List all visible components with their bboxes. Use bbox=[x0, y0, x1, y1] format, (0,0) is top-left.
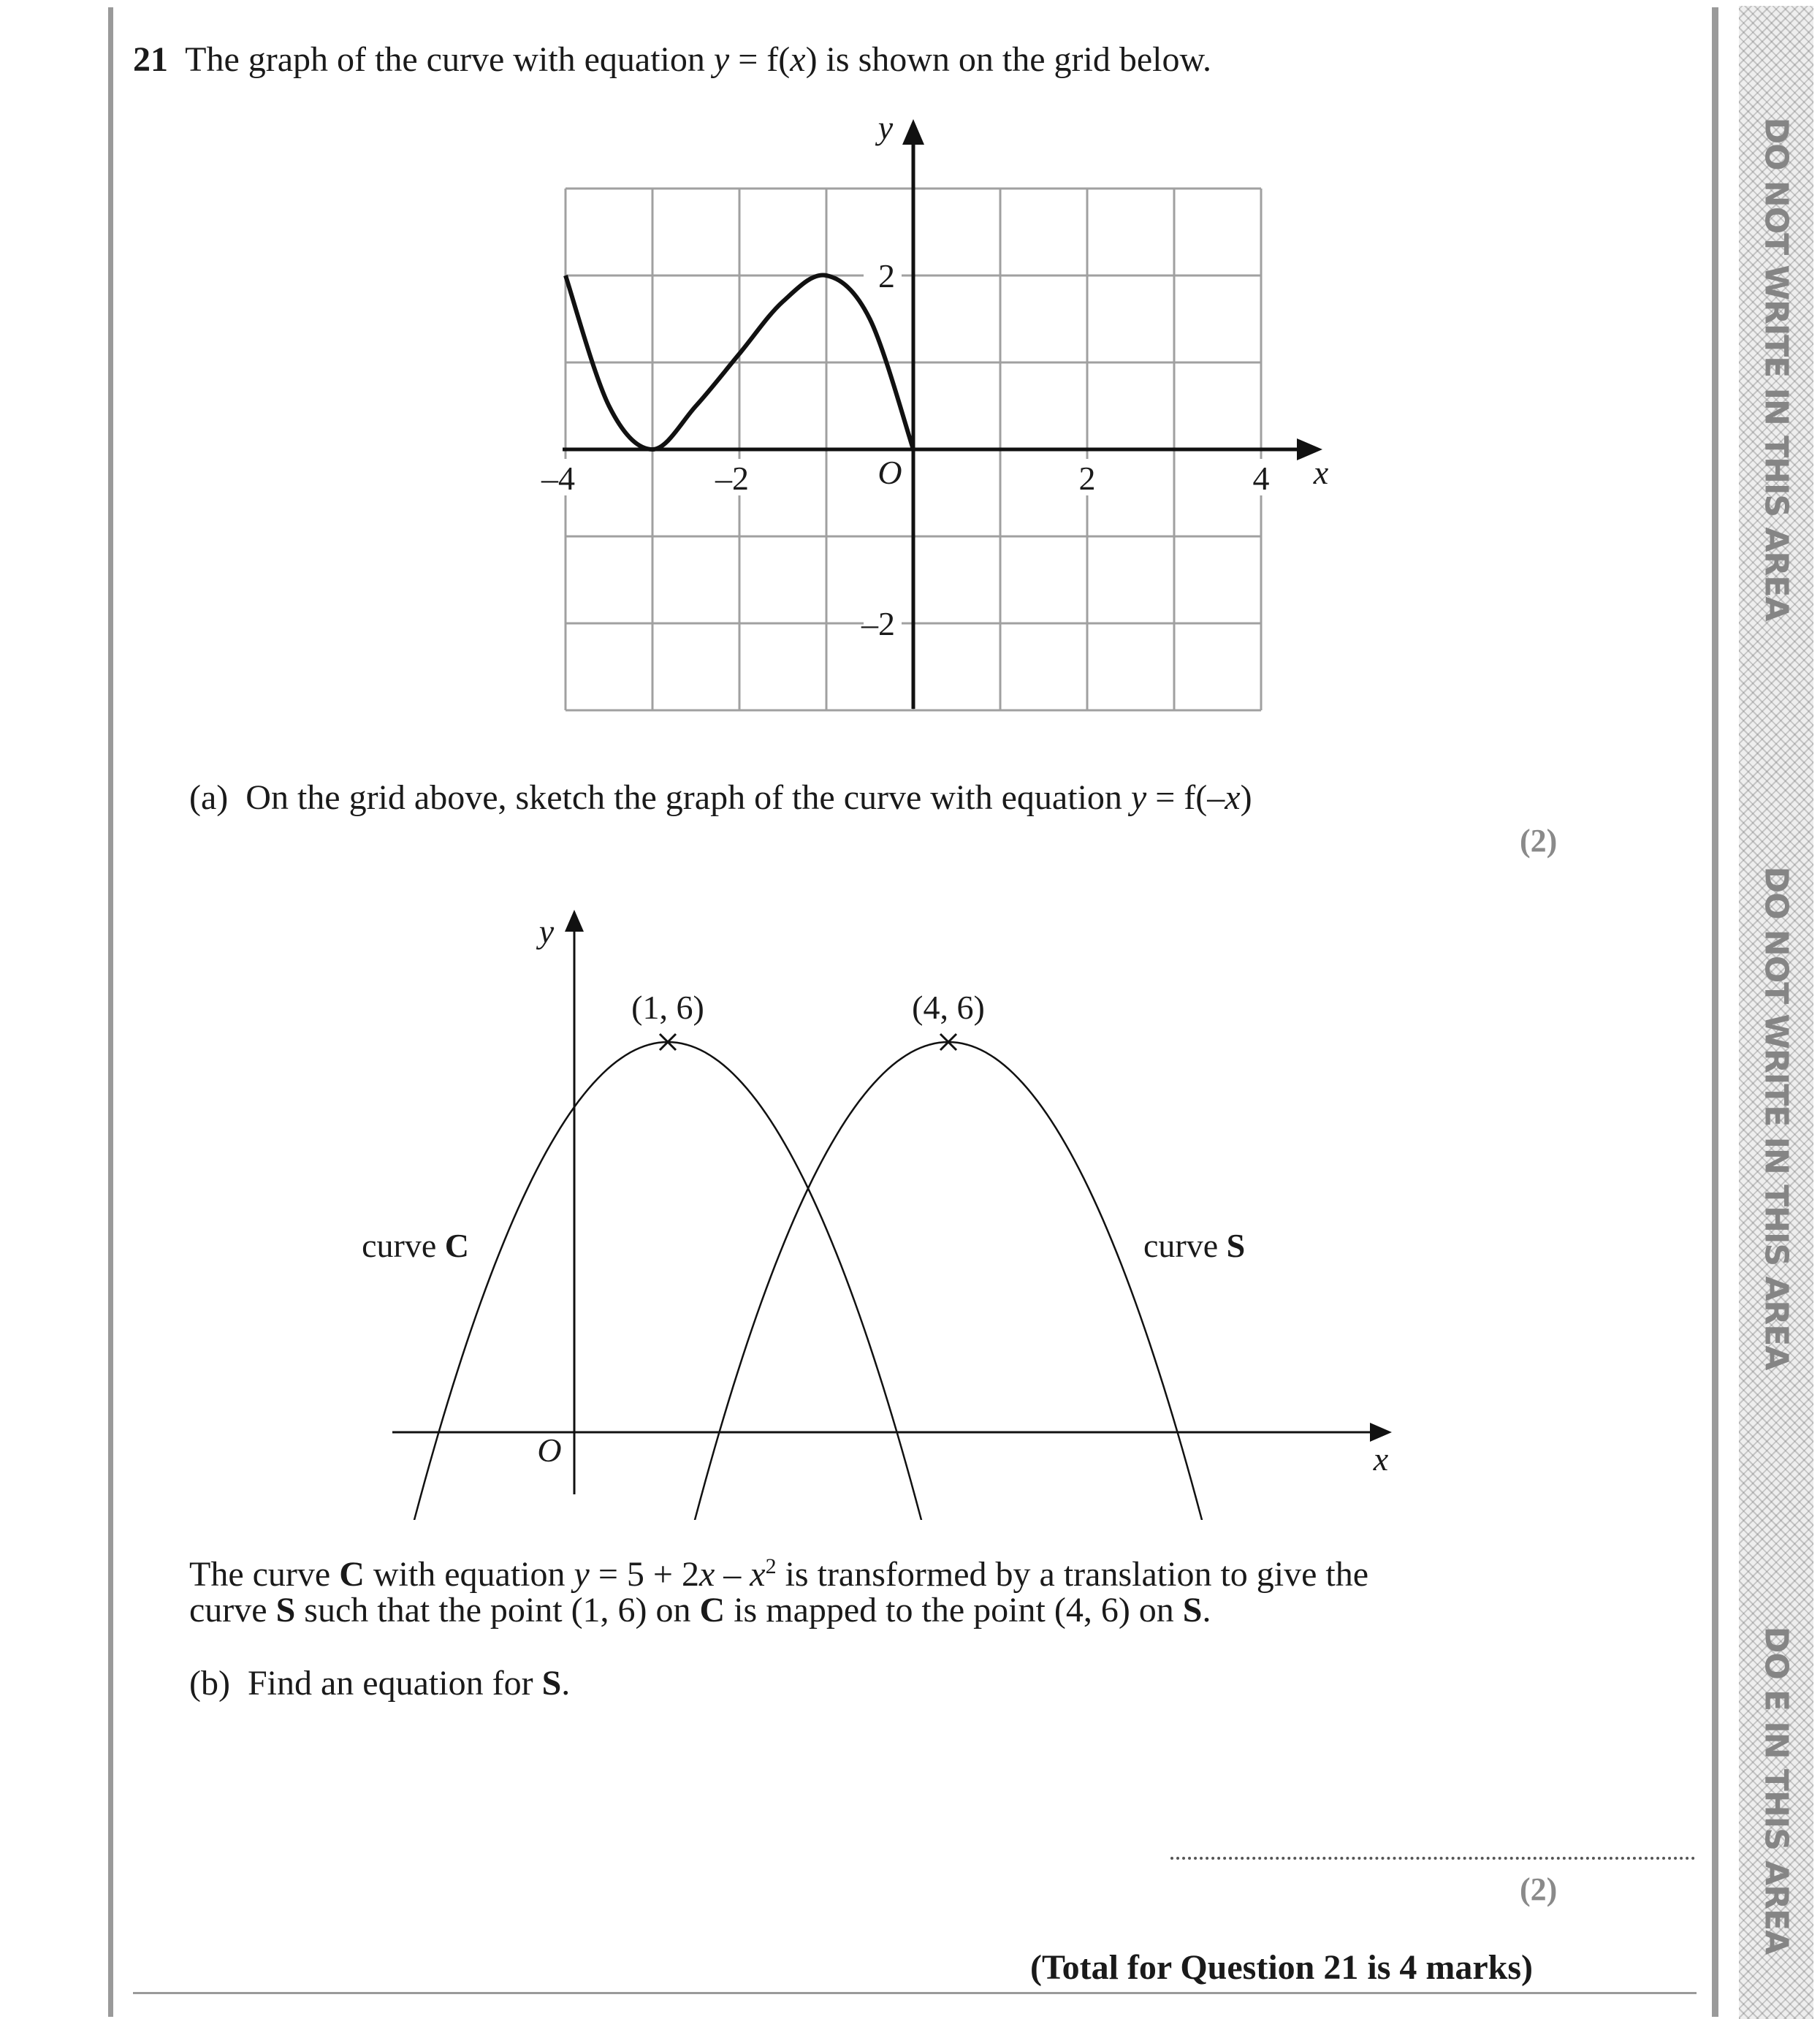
total-marks: (Total for Question 21 is 4 marks) bbox=[1030, 1948, 1534, 1987]
y-tick-label: –2 bbox=[861, 605, 895, 642]
graph-f-of-x bbox=[0, 0, 1820, 731]
part-a-text: (a) On the grid above, sketch the graph of the curve with equation y = f(–x) bbox=[189, 778, 1252, 817]
part-a-marks: (2) bbox=[1520, 823, 1558, 859]
part-b-text: (b) Find an equation for S. bbox=[189, 1664, 571, 1703]
x-tick-label: –2 bbox=[715, 460, 749, 497]
x-tick-label: 4 bbox=[1252, 460, 1270, 497]
point-label: (4, 6) bbox=[912, 989, 985, 1026]
graph-curves-c-s bbox=[0, 877, 1820, 1520]
y-axis-label: y bbox=[877, 109, 894, 146]
part-b-marks: (2) bbox=[1520, 1871, 1558, 1907]
y-axis bbox=[565, 910, 584, 1494]
stem-line-1: The curve C with equation $y = 5 + 2x - x^2$ is transformed by a translation to give the bbox=[189, 1554, 1369, 1594]
margin-label-1: DO NOT WRITE IN THIS AREA bbox=[1757, 117, 1795, 621]
bottom-rule bbox=[133, 1992, 1697, 1994]
x-axis-label: x bbox=[1313, 454, 1329, 491]
y-axis-label: y bbox=[538, 913, 555, 950]
stem-line-2: curve S such that the point (1, 6) on C is mapped to the point (4, 6) on S. bbox=[189, 1591, 1211, 1630]
question-number: 21 bbox=[133, 40, 168, 79]
y-axis-arrow-icon bbox=[902, 119, 924, 145]
x-axis-label: x bbox=[1373, 1440, 1389, 1478]
curve-c-label: curve C bbox=[362, 1227, 469, 1264]
origin-label: O bbox=[537, 1431, 562, 1469]
curve-s bbox=[635, 1042, 1262, 1520]
margin-label-2: DO NOT WRITE IN THIS AREA bbox=[1757, 866, 1795, 1370]
y-tick-label: 2 bbox=[878, 257, 895, 294]
x-tick-label: 2 bbox=[1078, 460, 1096, 497]
point-label: (1, 6) bbox=[631, 989, 704, 1026]
point-markers bbox=[660, 1034, 956, 1050]
x-axis-arrow-icon bbox=[1370, 1423, 1392, 1442]
question-intro: 21 The graph of the curve with equation y = f(x) is shown on the grid below. bbox=[133, 40, 1212, 79]
graph-labels bbox=[362, 913, 1389, 1478]
y-axis-arrow-icon bbox=[565, 910, 584, 932]
answer-line[interactable] bbox=[1170, 1857, 1695, 1860]
curve-c bbox=[354, 1042, 981, 1520]
y-axis bbox=[902, 119, 924, 709]
x-axis bbox=[563, 438, 1322, 460]
x-tick-label: –4 bbox=[541, 460, 575, 497]
curve-s-label: curve S bbox=[1143, 1227, 1246, 1264]
margin-label-3: DO E IN THIS AREA bbox=[1757, 1626, 1795, 1955]
origin-label: O bbox=[877, 454, 902, 491]
